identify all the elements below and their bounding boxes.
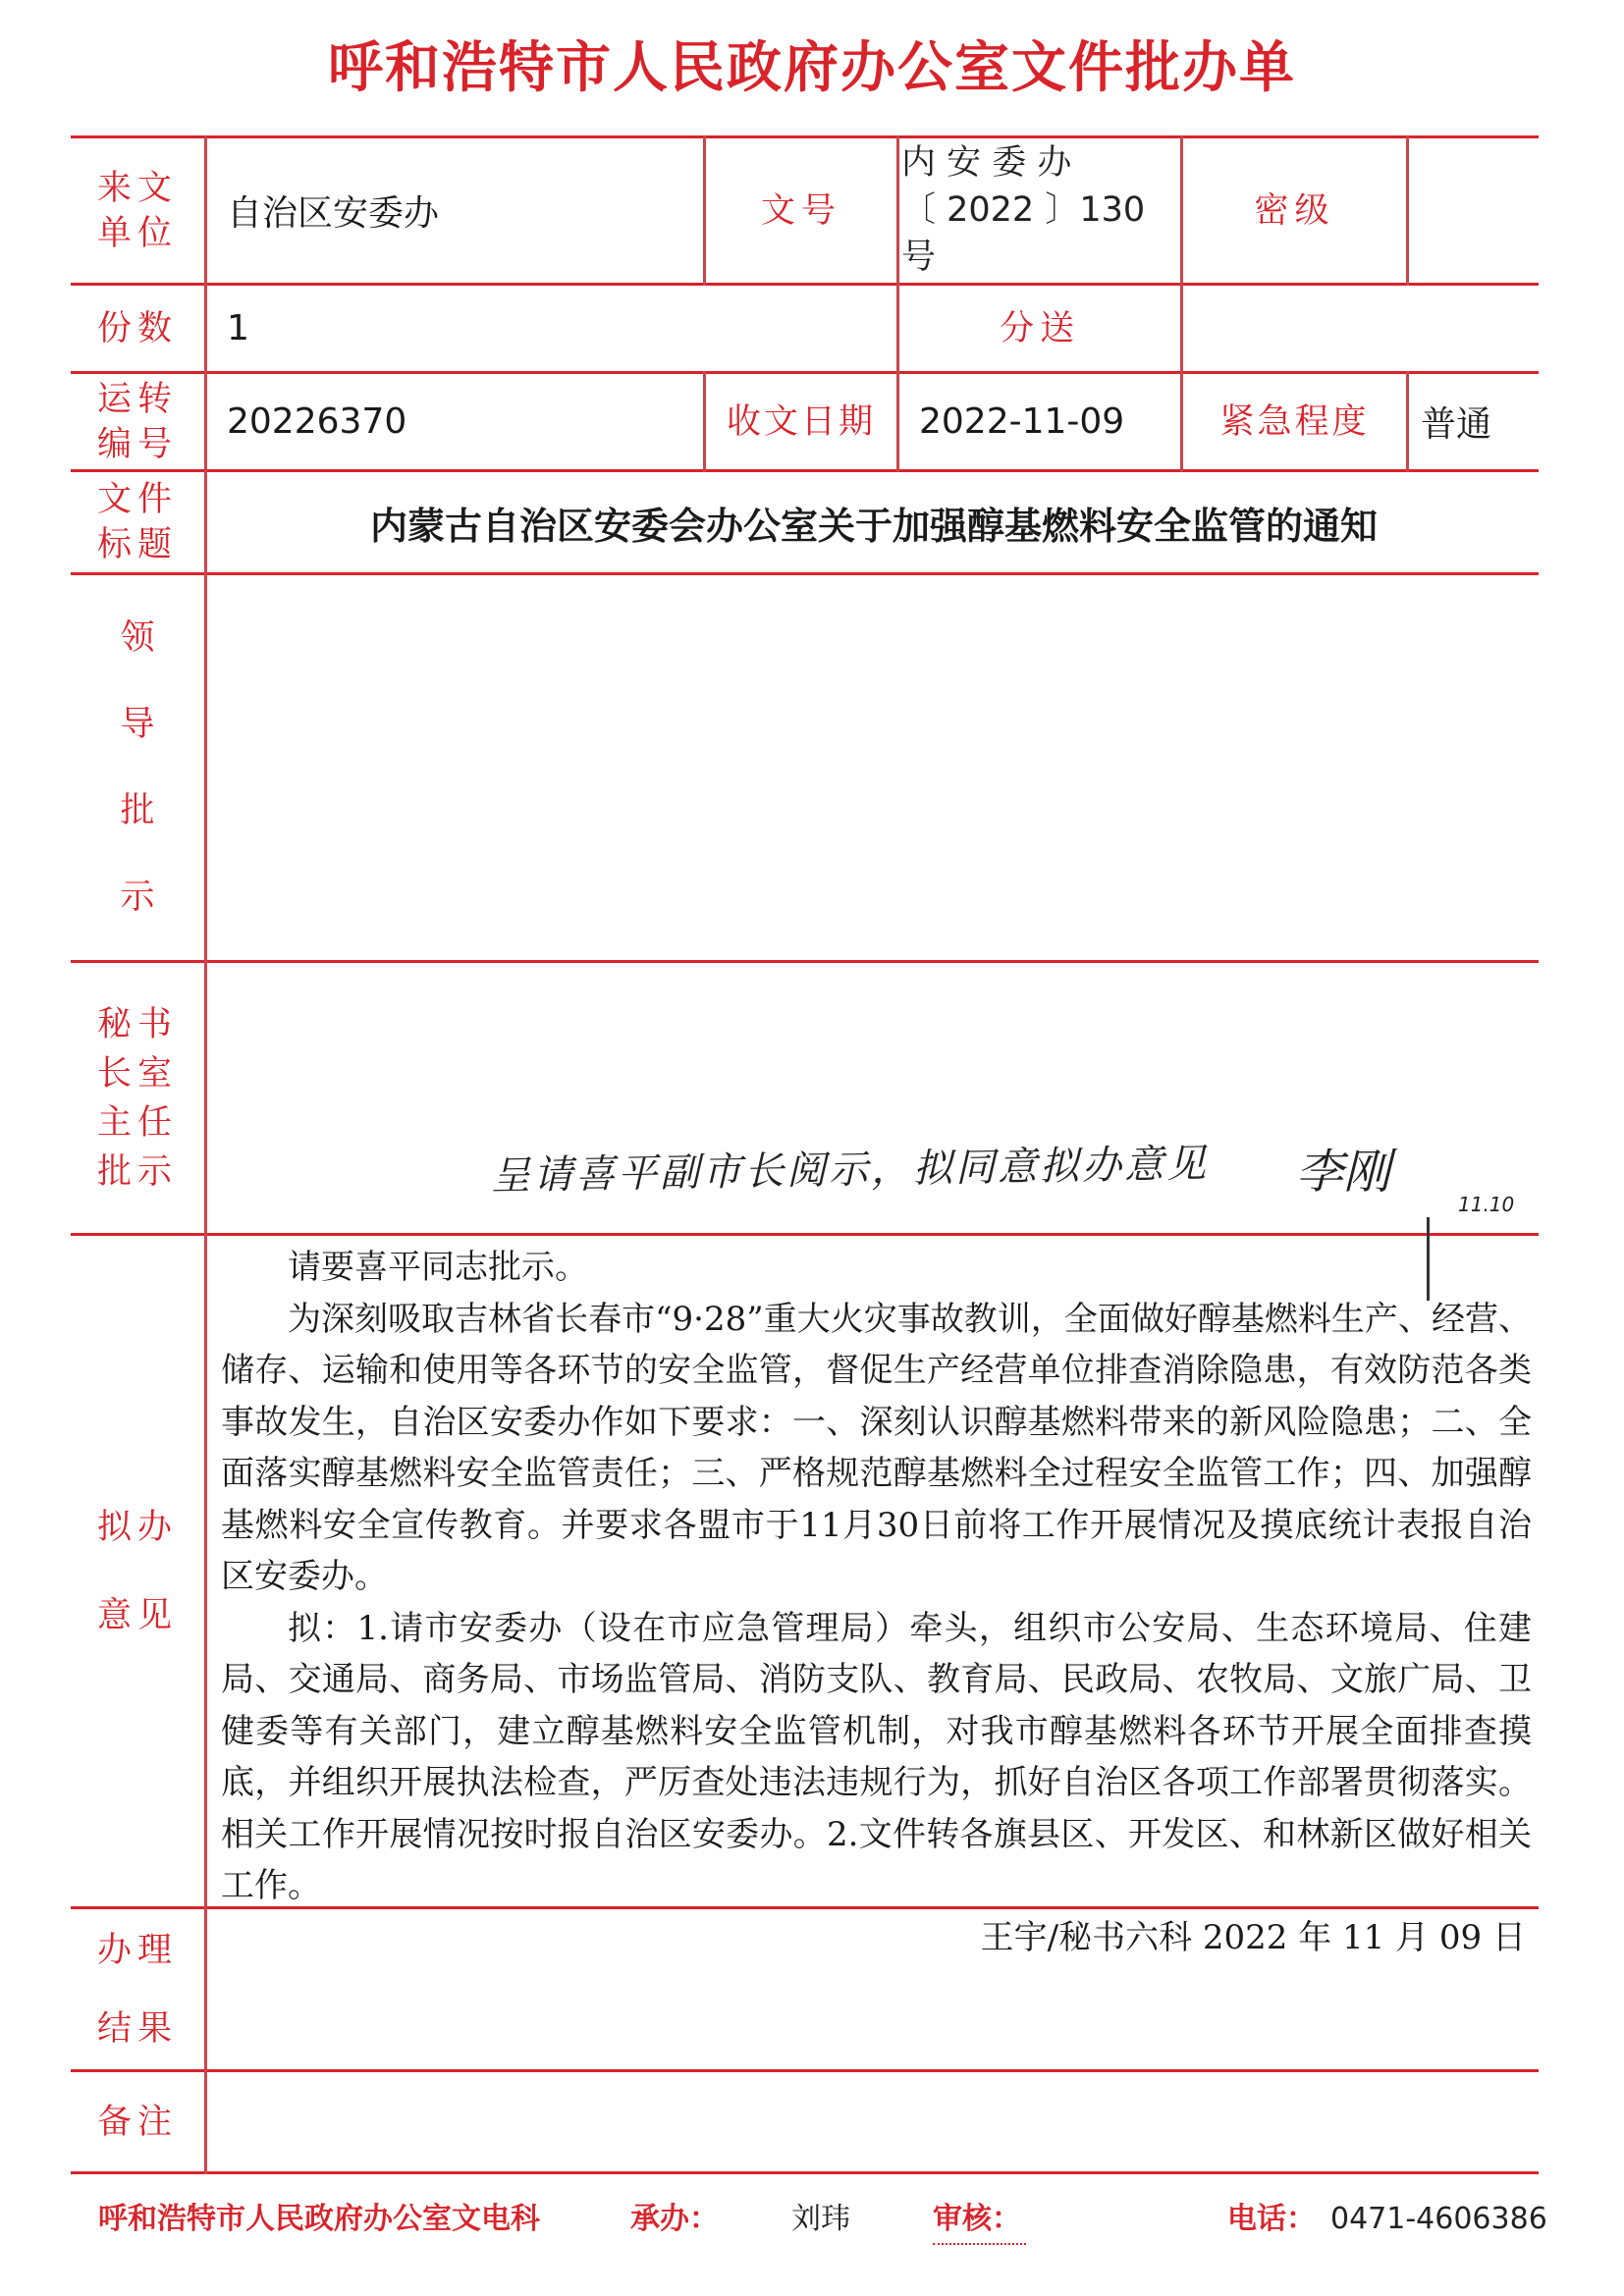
footer-phone-label: 电话： <box>1227 2202 1316 2236</box>
copies-value: 1 <box>227 308 249 348</box>
label-secretary-instruction: 秘书 长室 主任 批示 <box>96 1004 178 1192</box>
secrecy-value <box>1409 138 1539 283</box>
opinion-paragraph: 请要喜平同志批示。 <box>288 1248 588 1287</box>
label-proposed-opinion: 拟办 意见 <box>96 1507 178 1635</box>
label-result: 办理 结果 <box>96 1930 178 2049</box>
source-unit-value: 自治区安委办 <box>227 193 440 234</box>
transfer-no-value: 20226370 <box>227 401 407 442</box>
label-remarks: 备注 <box>96 2102 178 2142</box>
secretary-signature: 李刚 <box>1296 1145 1391 1200</box>
label-receive-date: 收文日期 <box>726 401 876 442</box>
footer-handler-label: 承办： <box>630 2202 719 2236</box>
receive-date-value: 2022-11-09 <box>919 401 1125 442</box>
footer-reviewer-label: 审核： <box>933 2202 1021 2236</box>
form-row-divider <box>71 1233 1539 1236</box>
label-transfer-no: 运转 编号 <box>96 379 178 464</box>
label-urgency: 紧急程度 <box>1219 401 1370 442</box>
label-copies: 份数 <box>96 308 178 348</box>
result-area[interactable] <box>207 1909 1539 2069</box>
secretary-handwritten-note: 呈请喜平副市长阅示，拟同意拟办意见 <box>490 1141 1210 1200</box>
doc-title-value: 内蒙古自治区安委会办公室关于加强醇基燃料安全监管的通知 <box>369 504 1378 548</box>
opinion-paragraph: 拟：1.请市安委办（设在市应急管理局）牵头，组织市公安局、生态环境局、住建局、交通局、商务局、市场监管局、消防支队、教育局、民政局、农牧局、文旅广局、卫健委等有关部门，建立醇基燃料安全监管机制，对我市醇基燃料各环节开展全面排查摸底，并组织开展执法检查，严厉查处违法违规行为，抓好自治区各项工作部署贯彻落实。相关工作开展情况按时报自治区安委办。2.文件转各旗县区、开发区、和林新区做好相关工作。 <box>221 1608 1532 1905</box>
urgency-value: 普通 <box>1421 404 1492 445</box>
proposed-opinion-text <box>221 1242 1532 1963</box>
label-distribute: 分送 <box>999 308 1080 348</box>
distribute-value <box>1183 286 1539 371</box>
label-source-unit: 来文 单位 <box>96 168 178 253</box>
leader-instruction-area[interactable] <box>207 575 1539 960</box>
label-doc-number: 文号 <box>760 190 841 231</box>
opinion-paragraph: 为深刻吸取吉林省长春市“9·28”重大火灾事故教训，全面做好醇基燃料生产、经营、储存、运输和使用等各环节的安全监管，督促生产经营单位排查消除隐患，有效防范各类事故发生，自治区安委办作如下要求：一、深刻认识醇基燃料带来的新风险隐患；二、全面落实醇基燃料安全监管责任；三、严格规范醇基燃料全过程安全监管工作；四、加强醇基燃料安全宣传教育。并要求各盟市于11月30日前将工作开展情况及摸底统计表报自治区安委办。 <box>221 1299 1532 1596</box>
form-row-divider <box>71 960 1539 963</box>
doc-number-value: 内 安 委 办 〔 2022 〕130 号 <box>901 143 1146 277</box>
remarks-area[interactable] <box>207 2072 1539 2171</box>
label-secrecy: 密级 <box>1254 190 1335 231</box>
footer-phone: 0471-4606386 <box>1330 2202 1547 2236</box>
footer-handler: 刘玮 <box>791 2202 850 2236</box>
opinion-signature: 王宇/秘书六科 2022 年 11 月 09 日 <box>980 1917 1526 1957</box>
label-leader-instruction: 领 导 批 示 <box>120 618 155 917</box>
secretary-sign-date: 11.10 <box>1458 1193 1515 1216</box>
reviewer-underline <box>933 2243 1026 2245</box>
form-row-divider <box>71 469 1539 472</box>
footer-office: 呼和浩特市人民政府办公室文电科 <box>98 2202 540 2236</box>
label-doc-title: 文件 标题 <box>96 480 178 564</box>
form-border-bottom <box>71 2171 1539 2174</box>
form-title: 呼和浩特市人民政府办公室文件批办单 <box>328 35 1296 100</box>
